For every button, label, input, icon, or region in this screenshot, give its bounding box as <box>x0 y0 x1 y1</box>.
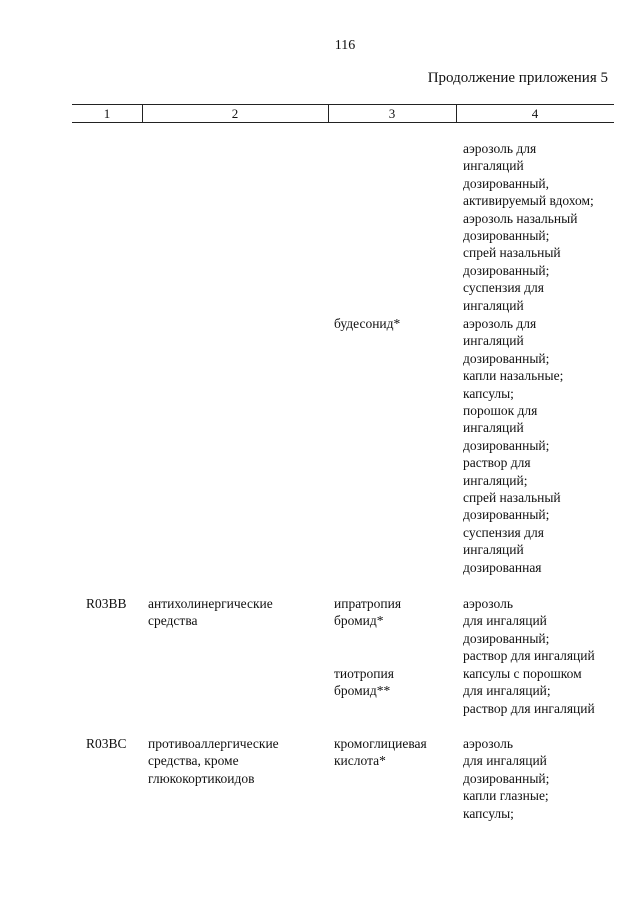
drug-line: бромид* <box>334 613 384 629</box>
form-line: капсулы; <box>463 385 514 401</box>
form-line: дозированный; <box>463 770 550 786</box>
form-line: капли назальные; <box>463 368 564 384</box>
form-line: раствор для <box>463 455 531 471</box>
form-line: аэрозоль назальный <box>463 210 578 226</box>
continuation-caption: Продолжение приложения 5 <box>427 70 608 86</box>
group-line: противоаллергические <box>148 736 279 751</box>
group-line: антихолинергические <box>148 596 273 611</box>
form-line: ингаляций; <box>463 472 528 488</box>
form-line: аэрозоль <box>463 596 514 611</box>
atc-code: R03BC <box>86 736 127 751</box>
form-line: для ингаляций <box>463 753 547 769</box>
forms-cromoglicic-acid <box>463 735 549 822</box>
form-line: аэрозоль <box>463 736 514 751</box>
header-col-1: 1 <box>72 105 143 122</box>
form-line: для ингаляций <box>463 613 547 629</box>
drug-line: кислота* <box>334 753 386 769</box>
group-line: глюкокортикоидов <box>148 770 255 786</box>
form-line: ингаляций <box>463 420 524 436</box>
form-line: раствор для ингаляций <box>463 648 595 664</box>
drug-budesonide: будесонид* <box>334 316 401 331</box>
header-col-2: 2 <box>142 105 329 122</box>
header-col-3: 3 <box>328 105 457 122</box>
table-header <box>72 104 614 123</box>
form-line: дозированный; <box>463 630 550 646</box>
group-line: средства, кроме <box>148 753 239 769</box>
atc-code: R03BB <box>86 596 127 611</box>
form-line: ингаляций <box>463 333 524 349</box>
page-number: 116 <box>334 38 356 53</box>
forms-ipratropium <box>463 595 595 665</box>
group-line: средства <box>148 613 198 629</box>
form-line: суспензия для <box>463 280 544 296</box>
form-line: суспензия для <box>463 524 544 540</box>
drug-tiotropium <box>334 665 394 700</box>
form-line: для ингаляций; <box>463 683 551 699</box>
form-line: дозированный; <box>463 262 550 278</box>
form-line: капсулы; <box>463 805 514 821</box>
form-line: ингаляций <box>463 158 524 174</box>
form-line: дозированный; <box>463 228 550 244</box>
form-line: аэрозоль для <box>463 141 537 156</box>
forms-tiotropium <box>463 665 595 717</box>
form-line: активируемый вдохом; <box>463 193 594 209</box>
form-line: аэрозоль для <box>463 316 537 331</box>
form-line: ингаляций <box>463 542 524 558</box>
form-line: спрей назальный <box>463 245 561 261</box>
form-line: раствор для ингаляций <box>463 700 595 716</box>
drug-ipratropium <box>334 595 401 630</box>
form-line: дозированный; <box>463 507 550 523</box>
drug-line: ипратропия <box>334 596 402 611</box>
drug-line: бромид** <box>334 683 391 699</box>
form-line: спрей назальный <box>463 490 561 506</box>
form-line: дозированный; <box>463 437 550 453</box>
header-col-4: 4 <box>531 106 539 121</box>
form-line: ингаляций <box>463 297 524 313</box>
group-name <box>148 735 279 787</box>
group-name <box>148 595 273 630</box>
form-line: капсулы с порошком <box>463 666 582 681</box>
form-line: дозированная <box>463 559 542 575</box>
drug-cromoglicic-acid <box>334 735 427 770</box>
forms-continued <box>463 140 594 314</box>
form-line: капли глазные; <box>463 788 549 804</box>
forms-budesonide <box>463 315 563 576</box>
drug-line: тиотропия <box>334 666 394 681</box>
drug-line: кромоглициевая <box>334 736 427 751</box>
form-line: порошок для <box>463 403 538 419</box>
form-line: дозированный; <box>463 350 550 366</box>
form-line: дозированный, <box>463 175 549 191</box>
